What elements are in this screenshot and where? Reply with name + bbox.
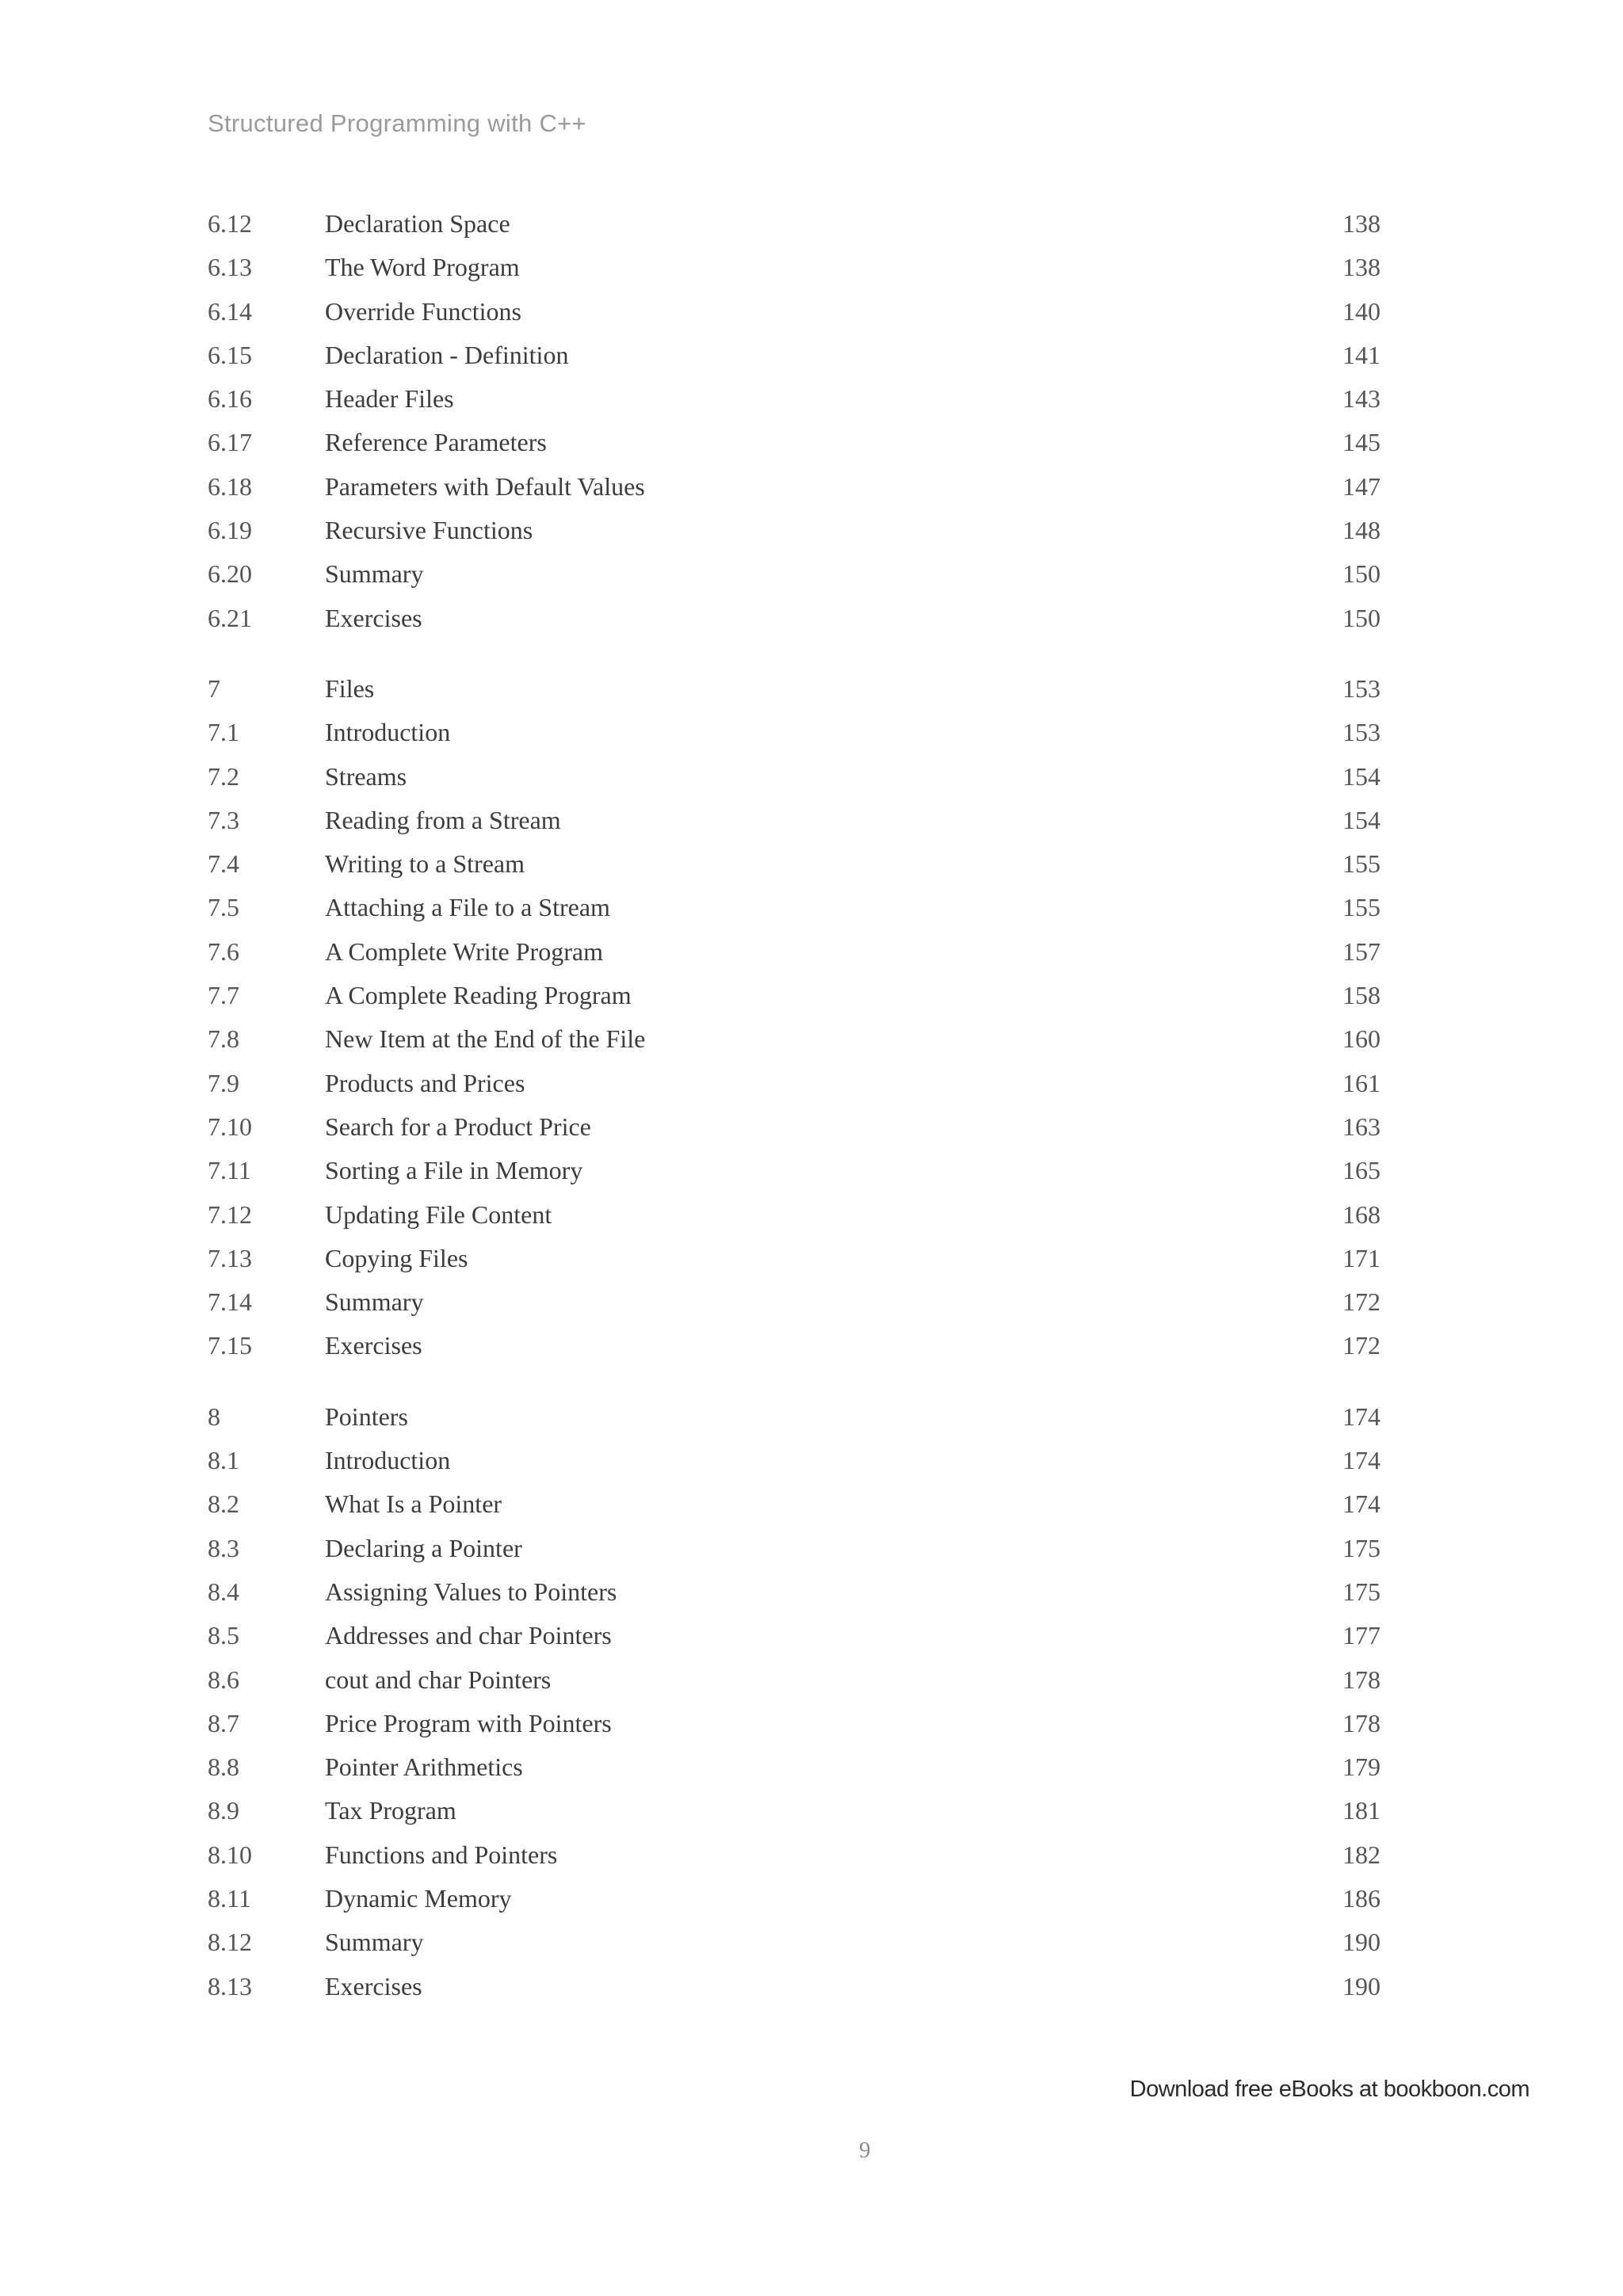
toc-entry-page: 186 <box>1342 1883 1381 1913</box>
toc-entry[interactable] <box>208 1111 1381 1154</box>
toc-entry[interactable] <box>208 602 1381 646</box>
toc-entry[interactable] <box>208 1242 1381 1286</box>
toc-entry-title: Price Program with Pointers <box>325 1708 612 1737</box>
toc-entry[interactable] <box>208 1926 1381 1970</box>
toc-entry-title: Summary <box>325 559 424 589</box>
toc-entry-number: 8.9 <box>208 1796 239 1825</box>
toc-entry[interactable] <box>208 426 1381 470</box>
toc-entry-number: 8.13 <box>208 1971 252 2000</box>
toc-entry-page: 154 <box>1342 761 1381 791</box>
toc-entry[interactable] <box>208 339 1381 383</box>
toc-entry-number: 8.7 <box>208 1708 239 1737</box>
toc-entry-page: 141 <box>1342 340 1381 369</box>
toc-entry-title: Assigning Values to Pointers <box>325 1577 617 1606</box>
toc-entry[interactable] <box>208 1970 1381 2014</box>
toc-entry[interactable] <box>208 1532 1381 1576</box>
toc-entry-title: Recursive Functions <box>325 516 533 545</box>
toc-entry-page: 153 <box>1342 718 1381 747</box>
toc-entry-title: cout and char Pointers <box>325 1665 552 1694</box>
toc-entry-number: 7.7 <box>208 981 239 1010</box>
toc-entry[interactable] <box>208 761 1381 804</box>
toc-entry-title: Writing to a Stream <box>325 849 525 879</box>
toc-entry-number: 8.10 <box>208 1840 252 1869</box>
toc-entry-page: 145 <box>1342 428 1381 457</box>
toc-entry-number: 7.10 <box>208 1112 252 1141</box>
toc-entry-title: Exercises <box>325 1971 422 2000</box>
toc-entry[interactable] <box>208 1488 1381 1531</box>
toc-entry-number: 6.20 <box>208 559 252 589</box>
toc-entry-number: 8.2 <box>208 1489 239 1519</box>
toc-entry[interactable] <box>208 979 1381 1023</box>
toc-entry-title: Copying Files <box>325 1243 468 1272</box>
toc-entry-title: Attaching a File to a Stream <box>325 893 610 922</box>
toc-entry[interactable] <box>208 1839 1381 1882</box>
toc-entry-page: 174 <box>1342 1402 1381 1431</box>
toc-entry-number: 8.3 <box>208 1533 239 1562</box>
toc-entry-number: 7.14 <box>208 1287 252 1317</box>
toc-entry[interactable] <box>208 848 1381 891</box>
toc-entry-title: Header Files <box>325 384 454 414</box>
toc-entry-page: 178 <box>1342 1665 1381 1694</box>
toc-entry-number: 7.5 <box>208 893 239 922</box>
toc-entry-page: 153 <box>1342 673 1381 703</box>
toc-entry-title: Parameters with Default Values <box>325 471 645 501</box>
toc-entry-title: A Complete Reading Program <box>325 981 632 1010</box>
toc-entry[interactable] <box>208 673 1381 716</box>
toc-section <box>208 208 1381 646</box>
toc-entry-title: The Word Program <box>325 253 520 282</box>
toc-entry[interactable] <box>208 1286 1381 1329</box>
toc-entry-page: 155 <box>1342 849 1381 879</box>
toc-entry-page: 150 <box>1342 603 1381 632</box>
toc-entry-number: 7.8 <box>208 1024 239 1054</box>
toc-entry[interactable] <box>208 1576 1381 1619</box>
toc-entry-page: 178 <box>1342 1708 1381 1737</box>
toc-entry-page: 140 <box>1342 296 1381 326</box>
toc-entry-page: 138 <box>1342 209 1381 238</box>
toc-entry[interactable] <box>208 716 1381 760</box>
toc-entry-title: Streams <box>325 761 407 791</box>
toc-entry-page: 172 <box>1342 1287 1381 1317</box>
toc-entry-title: Exercises <box>325 1331 422 1360</box>
toc-entry-number: 8.1 <box>208 1446 239 1475</box>
toc-entry[interactable] <box>208 208 1381 251</box>
toc-entry-number: 6.19 <box>208 516 252 545</box>
toc-entry-page: 190 <box>1342 1928 1381 1957</box>
toc-entry-title: Updating File Content <box>325 1199 552 1229</box>
toc-entry-number: 7.9 <box>208 1068 239 1097</box>
toc-entry-page: 160 <box>1342 1024 1381 1054</box>
toc-entry[interactable] <box>208 514 1381 558</box>
toc-entry-number: 8.11 <box>208 1883 251 1913</box>
toc-entry-page: 175 <box>1342 1533 1381 1562</box>
toc-entry[interactable] <box>208 1707 1381 1751</box>
toc-entry[interactable] <box>208 558 1381 601</box>
toc-entry-page: 172 <box>1342 1331 1381 1360</box>
toc-entry-number: 6.13 <box>208 253 252 282</box>
toc-entry-number: 7.1 <box>208 718 239 747</box>
toc-entry-number: 8.6 <box>208 1665 239 1694</box>
toc-entry-page: 161 <box>1342 1068 1381 1097</box>
toc-entry-page: 148 <box>1342 516 1381 545</box>
toc-entry-number: 6.21 <box>208 603 252 632</box>
toc-entry-number: 6.15 <box>208 340 252 369</box>
toc-entry[interactable] <box>208 1664 1381 1707</box>
toc-entry[interactable] <box>208 1067 1381 1111</box>
toc-entry-number: 7 <box>208 673 220 703</box>
toc-entry[interactable] <box>208 1199 1381 1242</box>
toc-entry[interactable] <box>208 1154 1381 1198</box>
toc-entry-title: Reference Parameters <box>325 428 547 457</box>
toc-entry-number: 8.4 <box>208 1577 239 1606</box>
toc-entry[interactable] <box>208 296 1381 339</box>
toc-entry-title: Summary <box>325 1928 424 1957</box>
toc-entry-title: Pointer Arithmetics <box>325 1753 523 1782</box>
toc-section <box>208 673 1381 1374</box>
toc-entry-number: 6.18 <box>208 471 252 501</box>
toc-entry[interactable] <box>208 1794 1381 1838</box>
toc-entry-number: 7.2 <box>208 761 239 791</box>
toc-entry[interactable] <box>208 936 1381 979</box>
toc-entry-title: Declaring a Pointer <box>325 1533 522 1562</box>
toc-entry-title: Exercises <box>325 603 422 632</box>
toc-entry-page: 177 <box>1342 1621 1381 1650</box>
toc-entry-number: 7.13 <box>208 1243 252 1272</box>
toc-entry-number: 7.4 <box>208 849 239 879</box>
toc-entry-title: Functions and Pointers <box>325 1840 558 1869</box>
toc-entry-page: 175 <box>1342 1577 1381 1606</box>
toc-entry-number: 6.17 <box>208 428 252 457</box>
toc-entry-number: 6.12 <box>208 209 252 238</box>
toc-entry[interactable] <box>208 1023 1381 1066</box>
toc-entry[interactable] <box>208 383 1381 426</box>
toc-entry[interactable] <box>208 804 1381 848</box>
toc-entry-page: 143 <box>1342 384 1381 414</box>
toc-entry-title: Override Functions <box>325 296 521 326</box>
page-number: 9 <box>859 2138 871 2163</box>
toc-entry-number: 7.6 <box>208 936 239 966</box>
toc-entry-title: Introduction <box>325 718 451 747</box>
toc-entry-number: 7.11 <box>208 1156 251 1185</box>
toc-entry-number: 6.16 <box>208 384 252 414</box>
toc-entry-page: 163 <box>1342 1112 1381 1141</box>
toc-entry[interactable] <box>208 471 1381 514</box>
toc-entry[interactable] <box>208 1401 1381 1444</box>
toc-entry-title: Pointers <box>325 1402 408 1431</box>
toc-entry[interactable] <box>208 1329 1381 1373</box>
toc-entry[interactable] <box>208 251 1381 295</box>
toc-entry-title: Reading from a Stream <box>325 805 561 834</box>
toc-entry-page: 171 <box>1342 1243 1381 1272</box>
toc-entry-title: A Complete Write Program <box>325 936 603 966</box>
download-promo-link[interactable]: Download free eBooks at bookboon.com <box>1129 2077 1529 2102</box>
toc-entry-title: New Item at the End of the File <box>325 1024 646 1054</box>
toc-entry-page: 174 <box>1342 1446 1381 1475</box>
toc-section <box>208 1401 1381 2014</box>
toc-entry-title: Files <box>325 673 375 703</box>
toc-entry-page: 158 <box>1342 981 1381 1010</box>
toc-entry-page: 157 <box>1342 936 1381 966</box>
toc-entry[interactable] <box>208 1444 1381 1488</box>
toc-entry-page: 168 <box>1342 1199 1381 1229</box>
toc-entry-title: What Is a Pointer <box>325 1489 502 1519</box>
table-of-contents <box>208 208 1381 2041</box>
toc-entry-page: 138 <box>1342 253 1381 282</box>
toc-entry-page: 155 <box>1342 893 1381 922</box>
toc-entry-page: 174 <box>1342 1489 1381 1519</box>
toc-entry-page: 190 <box>1342 1971 1381 2000</box>
toc-entry-number: 7.3 <box>208 805 239 834</box>
toc-entry-title: Products and Prices <box>325 1068 525 1097</box>
toc-entry-title: Addresses and char Pointers <box>325 1621 612 1650</box>
toc-entry-title: Declaration Space <box>325 209 510 238</box>
toc-entry-number: 7.15 <box>208 1331 252 1360</box>
toc-entry-title: Summary <box>325 1287 424 1317</box>
toc-entry-page: 181 <box>1342 1796 1381 1825</box>
toc-entry-title: Introduction <box>325 1446 451 1475</box>
toc-entry-page: 154 <box>1342 805 1381 834</box>
toc-entry-page: 150 <box>1342 559 1381 589</box>
toc-entry[interactable] <box>208 1619 1381 1663</box>
toc-entry-number: 8.12 <box>208 1928 252 1957</box>
toc-entry-page: 182 <box>1342 1840 1381 1869</box>
toc-entry[interactable] <box>208 1882 1381 1926</box>
toc-entry[interactable] <box>208 1751 1381 1794</box>
toc-entry-title: Declaration - Definition <box>325 340 569 369</box>
toc-entry-title: Dynamic Memory <box>325 1883 512 1913</box>
toc-entry-number: 8.5 <box>208 1621 239 1650</box>
toc-entry-page: 179 <box>1342 1753 1381 1782</box>
toc-entry[interactable] <box>208 891 1381 935</box>
toc-entry-number: 6.14 <box>208 296 252 326</box>
toc-entry-number: 8.8 <box>208 1753 239 1782</box>
toc-entry-title: Tax Program <box>325 1796 456 1825</box>
toc-entry-number: 7.12 <box>208 1199 252 1229</box>
toc-entry-number: 8 <box>208 1402 220 1431</box>
toc-entry-title: Search for a Product Price <box>325 1112 591 1141</box>
toc-entry-page: 165 <box>1342 1156 1381 1185</box>
toc-entry-title: Sorting a File in Memory <box>325 1156 583 1185</box>
running-header: Structured Programming with C++ <box>208 109 586 137</box>
toc-entry-page: 147 <box>1342 471 1381 501</box>
